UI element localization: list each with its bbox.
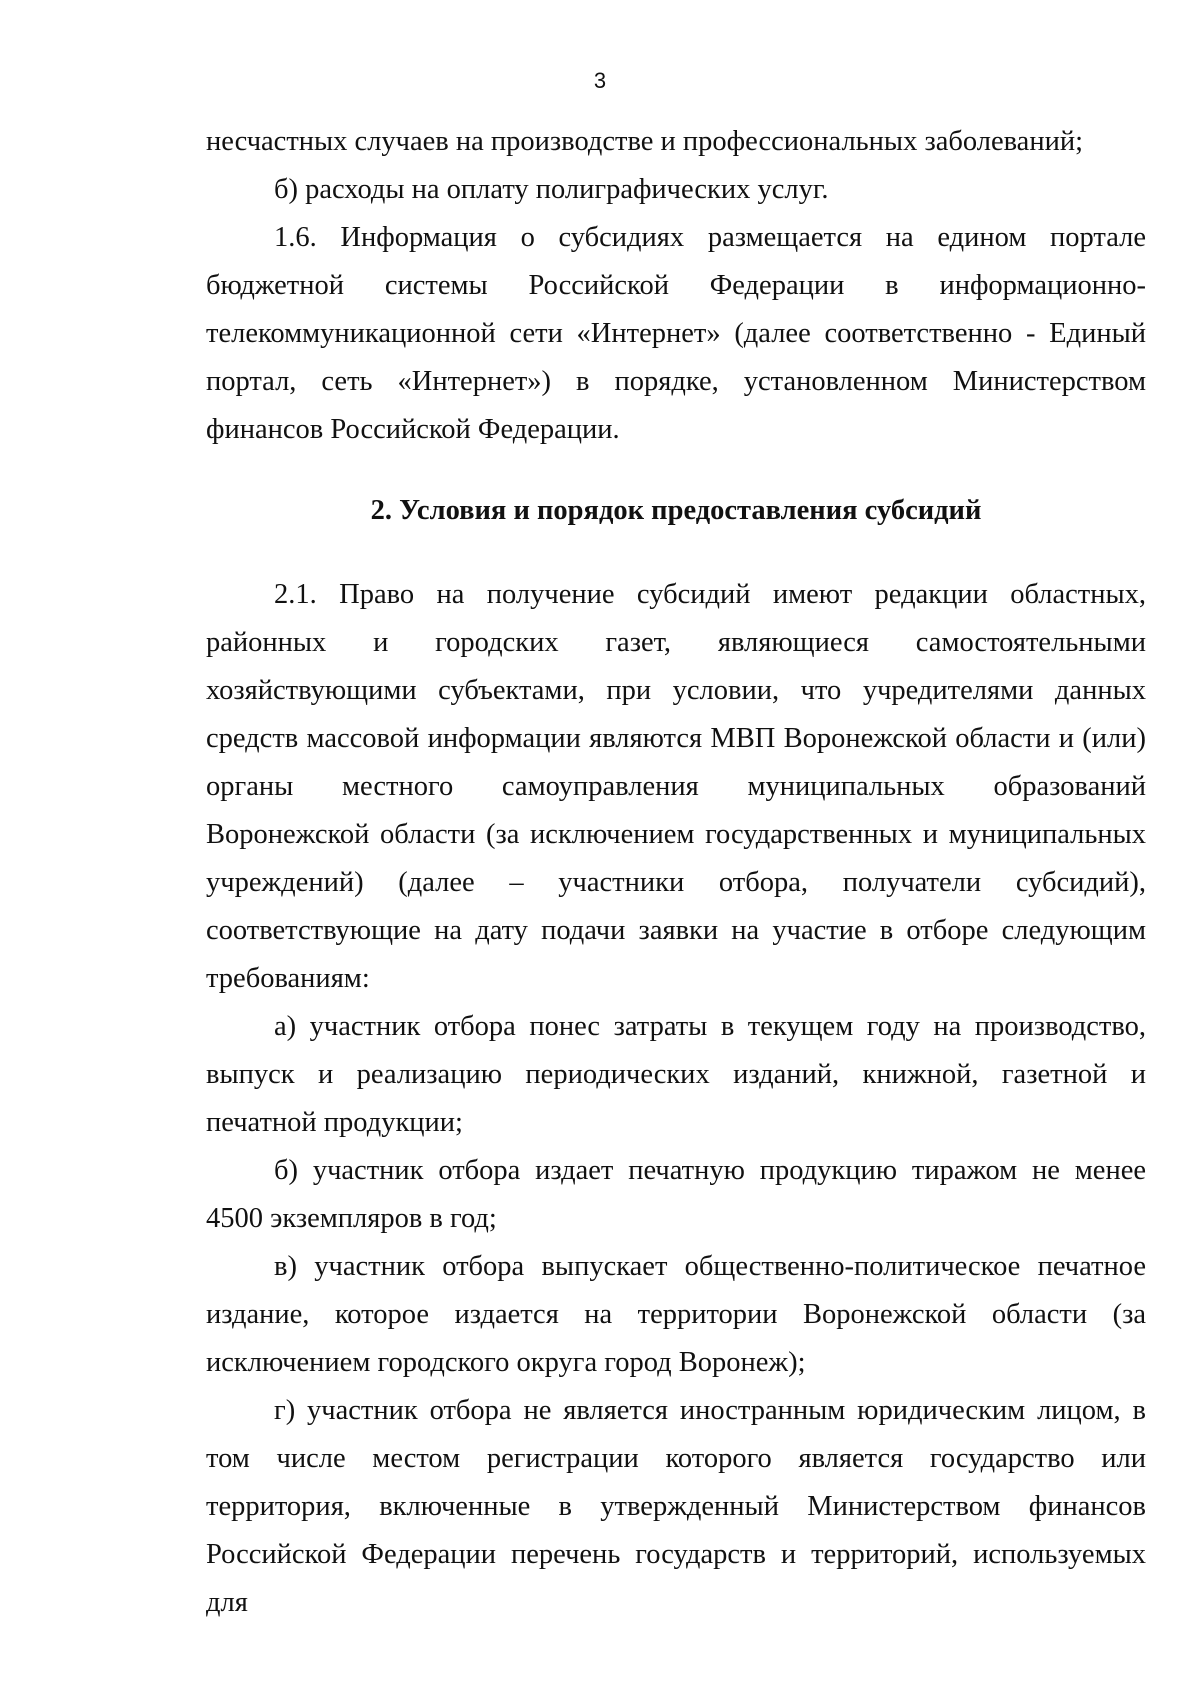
paragraph-requirement-a: а) участник отбора понес затраты в текущем году на производство, выпуск и реализацию периодических изданий, книжной, газетной и печатной продукции; bbox=[206, 1011, 1146, 1138]
section-2-body bbox=[206, 571, 1146, 1627]
page-number: 3 bbox=[593, 68, 607, 93]
paragraph-item-2-1: 2.1. Право на получение субсидий имеют редакции областных, районных и городских газет, являющиеся самостоятельными хозяйствующими субъектами, при условии, что учредителями данных средств массовой информации являются МВП Воронежской области и (или) органы местного самоуправления муниципальных образований Воронежской области (за исключением государственных и муниципальных учреждений) (далее – участники отбора, получатели субсидий), соответствующие на дату подачи заявки на участие в отборе следующим требованиям: bbox=[206, 579, 1146, 994]
paragraph-continuation: несчастных случаев на производстве и профессиональных заболеваний; bbox=[206, 126, 1084, 157]
paragraph-requirement-b: б) участник отбора издает печатную продукцию тиражом не менее 4500 экземпляров в год; bbox=[206, 1155, 1146, 1234]
paragraph-requirement-v: в) участник отбора выпускает общественно-политическое печатное издание, которое издается на территории Воронежской области (за исключением городского округа город Воронеж); bbox=[206, 1251, 1146, 1378]
paragraph-item-b-printing: б) расходы на оплату полиграфических услуг. bbox=[274, 174, 829, 205]
section-2-heading: 2. Условия и порядок предоставления субсидий bbox=[370, 495, 982, 526]
paragraph-item-1-6: 1.6. Информация о субсидиях размещается на едином портале бюджетной системы Российской Федерации в информационно-телекоммуникационной сети «Интернет» (далее соответственно - Единый портал, сеть «Интернет») в порядке, установленном Министерством финансов Российской Федерации. bbox=[206, 222, 1146, 445]
section-2-heading-block bbox=[206, 487, 1146, 535]
paragraph-requirement-g: г) участник отбора не является иностранным юридическим лицом, в том числе местом регистрации которого является государство или территория, включенные в утвержденный Министерством финансов Российской Федерации перечень государств и территорий, используемых для bbox=[206, 1395, 1146, 1618]
section-1-tail bbox=[206, 118, 1146, 454]
